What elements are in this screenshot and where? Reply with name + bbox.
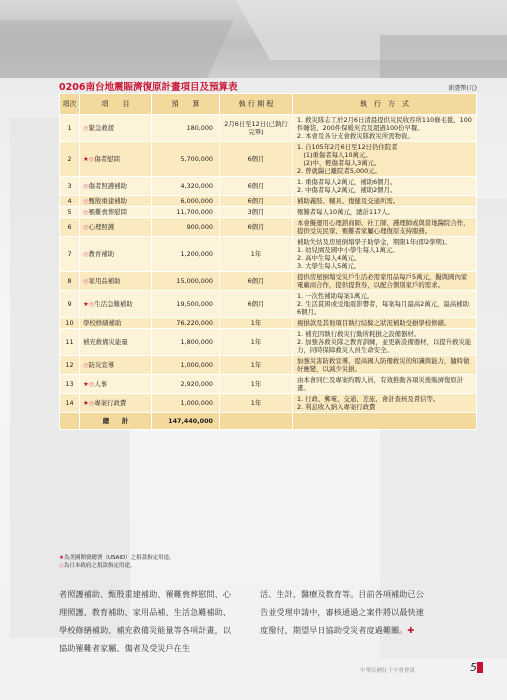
header-no: 項次 [60, 94, 80, 115]
row-period: 6個月 [220, 218, 293, 237]
table-row [60, 272, 477, 291]
currency-unit: 新臺幣(元) [448, 85, 477, 92]
row-method: 罹難者每人10萬元，總計117人。 [293, 207, 477, 218]
header-method: 執 行 方 式 [293, 94, 477, 115]
page-marker [477, 662, 483, 673]
note-star: ★為美國開發總署（USAID）之捐款指定用途。 [59, 555, 175, 561]
row-amount: 11,700,000 [152, 207, 220, 218]
table-row [60, 115, 477, 142]
star-icon: ★ [83, 300, 89, 308]
row-method: 視損款及其他項目執行結餘之狀況補助受損學校修繕。 [293, 318, 477, 329]
header-period: 執 行 期 程 [220, 94, 293, 115]
circle-icon: ◎ [83, 250, 89, 258]
row-item: 補充救備災能量 [80, 329, 152, 356]
row-period: 1年 [220, 237, 293, 272]
row-period: 6個月 [220, 291, 293, 318]
row-method: 由本會同仁及專案約聘人員，有效推動各項災後賑濟復原計畫。 [293, 375, 477, 394]
table-notes [59, 554, 175, 570]
row-amount: 1,000,000 [152, 356, 220, 375]
row-item: ★◎人事 [80, 375, 152, 394]
row-number: 6 [60, 218, 80, 237]
circle-icon: ◎ [83, 223, 89, 231]
row-amount: 1,000,000 [152, 394, 220, 413]
header-item: 項 目 [80, 94, 152, 115]
row-number: 2 [60, 142, 80, 177]
row-period: 1年 [220, 329, 293, 356]
row-item: ◎心理照護 [80, 218, 152, 237]
row-number: 13 [60, 375, 80, 394]
row-period: 1年 [220, 375, 293, 394]
row-number: 7 [60, 237, 80, 272]
row-item: ★◎傷者慰問 [80, 142, 152, 177]
table-row [60, 318, 477, 329]
total-row [60, 413, 477, 430]
row-period: 2月6日至12日(已執行完畢) [220, 115, 293, 142]
table-row [60, 207, 477, 218]
table-row [60, 237, 477, 272]
table-row [60, 394, 477, 413]
table-row [60, 356, 477, 375]
page-number: 5 [470, 661, 477, 674]
row-amount: 15,000,000 [152, 272, 220, 291]
row-number: 10 [60, 318, 80, 329]
budget-table [59, 93, 477, 430]
row-period: 3個月 [220, 207, 293, 218]
row-item: ◎緊急救援 [80, 115, 152, 142]
row-number: 1 [60, 115, 80, 142]
star-icon: ★ [83, 155, 89, 163]
row-period: 1年 [220, 318, 293, 329]
row-amount: 6,000,000 [152, 196, 220, 207]
row-period: 1年 [220, 356, 293, 375]
circle-icon: ◎ [83, 124, 89, 132]
star-icon: ★ [83, 380, 89, 388]
row-item: ◎甄殷重建補助 [80, 196, 152, 207]
row-amount: 180,000 [152, 115, 220, 142]
row-method: 補助義肢、輔具、復健及交通所需。 [293, 196, 477, 207]
table-row [60, 375, 477, 394]
circle-icon: ◎ [83, 277, 89, 285]
row-number: 12 [60, 356, 80, 375]
row-item: ◎教育補助 [80, 237, 152, 272]
row-item: ◎防災宣導 [80, 356, 152, 375]
table-row [60, 291, 477, 318]
circle-icon: ◎ [88, 399, 95, 407]
row-method: 1. 行政、郵電、交通、差旅、會計查核及責信等。 2. 利息收入納入專案行政費 [293, 394, 477, 413]
circle-icon: ◎ [83, 197, 89, 205]
row-amount: 1,800,000 [152, 329, 220, 356]
row-number: 11 [60, 329, 80, 356]
row-period: 6個月 [220, 272, 293, 291]
row-method: 加強災害防救宣導，提高國人防備救災的知識與能力，隨時做好應變，以減少災損。 [293, 356, 477, 375]
row-number: 4 [60, 196, 80, 207]
table-row [60, 142, 477, 177]
table-row [60, 218, 477, 237]
row-item: ◎家用品補助 [80, 272, 152, 291]
body-text-right: 活、生計、醫療及教育等。目前各項補助已公告並受理申請中，審核通過之案件將以最快速度撥付，期望早日協助受災者度過難關。✚ [260, 589, 424, 635]
total-label: 總 計 [80, 413, 152, 430]
row-amount: 4,320,000 [152, 177, 220, 196]
row-method: 1. 自105年2月6日至12日仍住院者 (1)重傷者每人10萬元。 (2)中、輕傷者每人3萬元。 2. 曾就醫已離院者5,000元。 [293, 142, 477, 177]
row-method: 提供房屋倒塌受災戶生活必需家用品每戶5萬元，擬與國內家電廠商合作，提供提貨券，以配合個別家戶的需求。 [293, 272, 477, 291]
row-item: ★◎生活急難補助 [80, 291, 152, 318]
header-photo [0, 0, 507, 78]
circle-icon: ◎ [59, 563, 64, 569]
row-number: 3 [60, 177, 80, 196]
circle-icon: ◎ [88, 155, 95, 163]
row-period: 1年 [220, 394, 293, 413]
row-item: ◎傷者照護補助 [80, 177, 152, 196]
row-period: 6個月 [220, 196, 293, 207]
row-amount: 1,200,000 [152, 237, 220, 272]
circle-icon: ◎ [83, 361, 89, 369]
row-amount: 76,220,000 [152, 318, 220, 329]
row-item: ◎罹難喪葬慰問 [80, 207, 152, 218]
body-text-left: 者照護補助、甄殷重建補助、罹難喪葬慰問、心理照護、教育補助、家用品補、生活急難補助、學校修繕補助、補充救備災能量等各項計畫，以協助罹難者家屬、傷者及受災戶在生 [59, 589, 231, 653]
note-circle: ◎為日本政府之捐款指定用途。 [59, 563, 136, 569]
red-cross-icon: ✚ [407, 625, 415, 635]
row-period: 6個月 [220, 142, 293, 177]
row-number: 14 [60, 394, 80, 413]
circle-icon: ◎ [83, 208, 89, 216]
table-row [60, 329, 477, 356]
row-period: 6個月 [220, 177, 293, 196]
star-icon: ★ [59, 555, 64, 561]
row-number: 9 [60, 291, 80, 318]
circle-icon: ◎ [88, 300, 95, 308]
row-amount: 900,000 [152, 218, 220, 237]
row-method: 1. 救災隊志工於2月6日清晨提供災民收容所110條毛毯、100件睡袋、200件保暖夾克及超過100份早餐。 2. 本會及各分支會救災隊救災所需物資。 [293, 115, 477, 142]
row-method: 本會擬運用心理諮商師、社工師、護理師或與當地醫院合作，提供受災民眾、罹難者家屬心理復原支持服務。 [293, 218, 477, 237]
table-header-row [60, 94, 477, 115]
row-method: 補助失怙及房屋倒塌學子助學金，期限1年(即2學期)。 1. 幼兒園及國中小學生每人1萬元。 2. 高中生每人4萬元。 3. 大學生每人5萬元。 [293, 237, 477, 272]
table-title: 0206南台地震賑濟復原計畫項目及預算表 [59, 82, 238, 93]
header-budget: 預 算 [152, 94, 220, 115]
table-body [60, 115, 477, 413]
row-amount: 2,920,000 [152, 375, 220, 394]
star-icon: ★ [83, 399, 89, 407]
row-item: ★◎專案行政費 [80, 394, 152, 413]
row-method: 1. 補充因執行救災行動所耗損之設備器材。 2. 加強各救災隊之教育訓練，並更新設備器材，以提升救災能力，同時保障救災人員生命安全。 [293, 329, 477, 356]
row-number: 8 [60, 272, 80, 291]
row-number: 5 [60, 207, 80, 218]
row-amount: 19,500,000 [152, 291, 220, 318]
footer-publication: 中華民國紅十字會會訊 [360, 668, 416, 674]
row-method: 1. 重傷者每人2萬元，補助6個月。 2. 中傷者每人2萬元，補助2個月。 [293, 177, 477, 196]
table-row [60, 196, 477, 207]
circle-icon: ◎ [83, 182, 89, 190]
total-amount: 147,440,000 [152, 413, 220, 430]
row-amount: 5,700,000 [152, 142, 220, 177]
row-item: 學校修繕補助 [80, 318, 152, 329]
circle-icon: ◎ [88, 380, 95, 388]
row-method: 1. 一次性補助每案1萬元。 2. 生活貧困或受地震影響者，每案每月最高2萬元，最高補助6個月。 [293, 291, 477, 318]
table-row [60, 177, 477, 196]
